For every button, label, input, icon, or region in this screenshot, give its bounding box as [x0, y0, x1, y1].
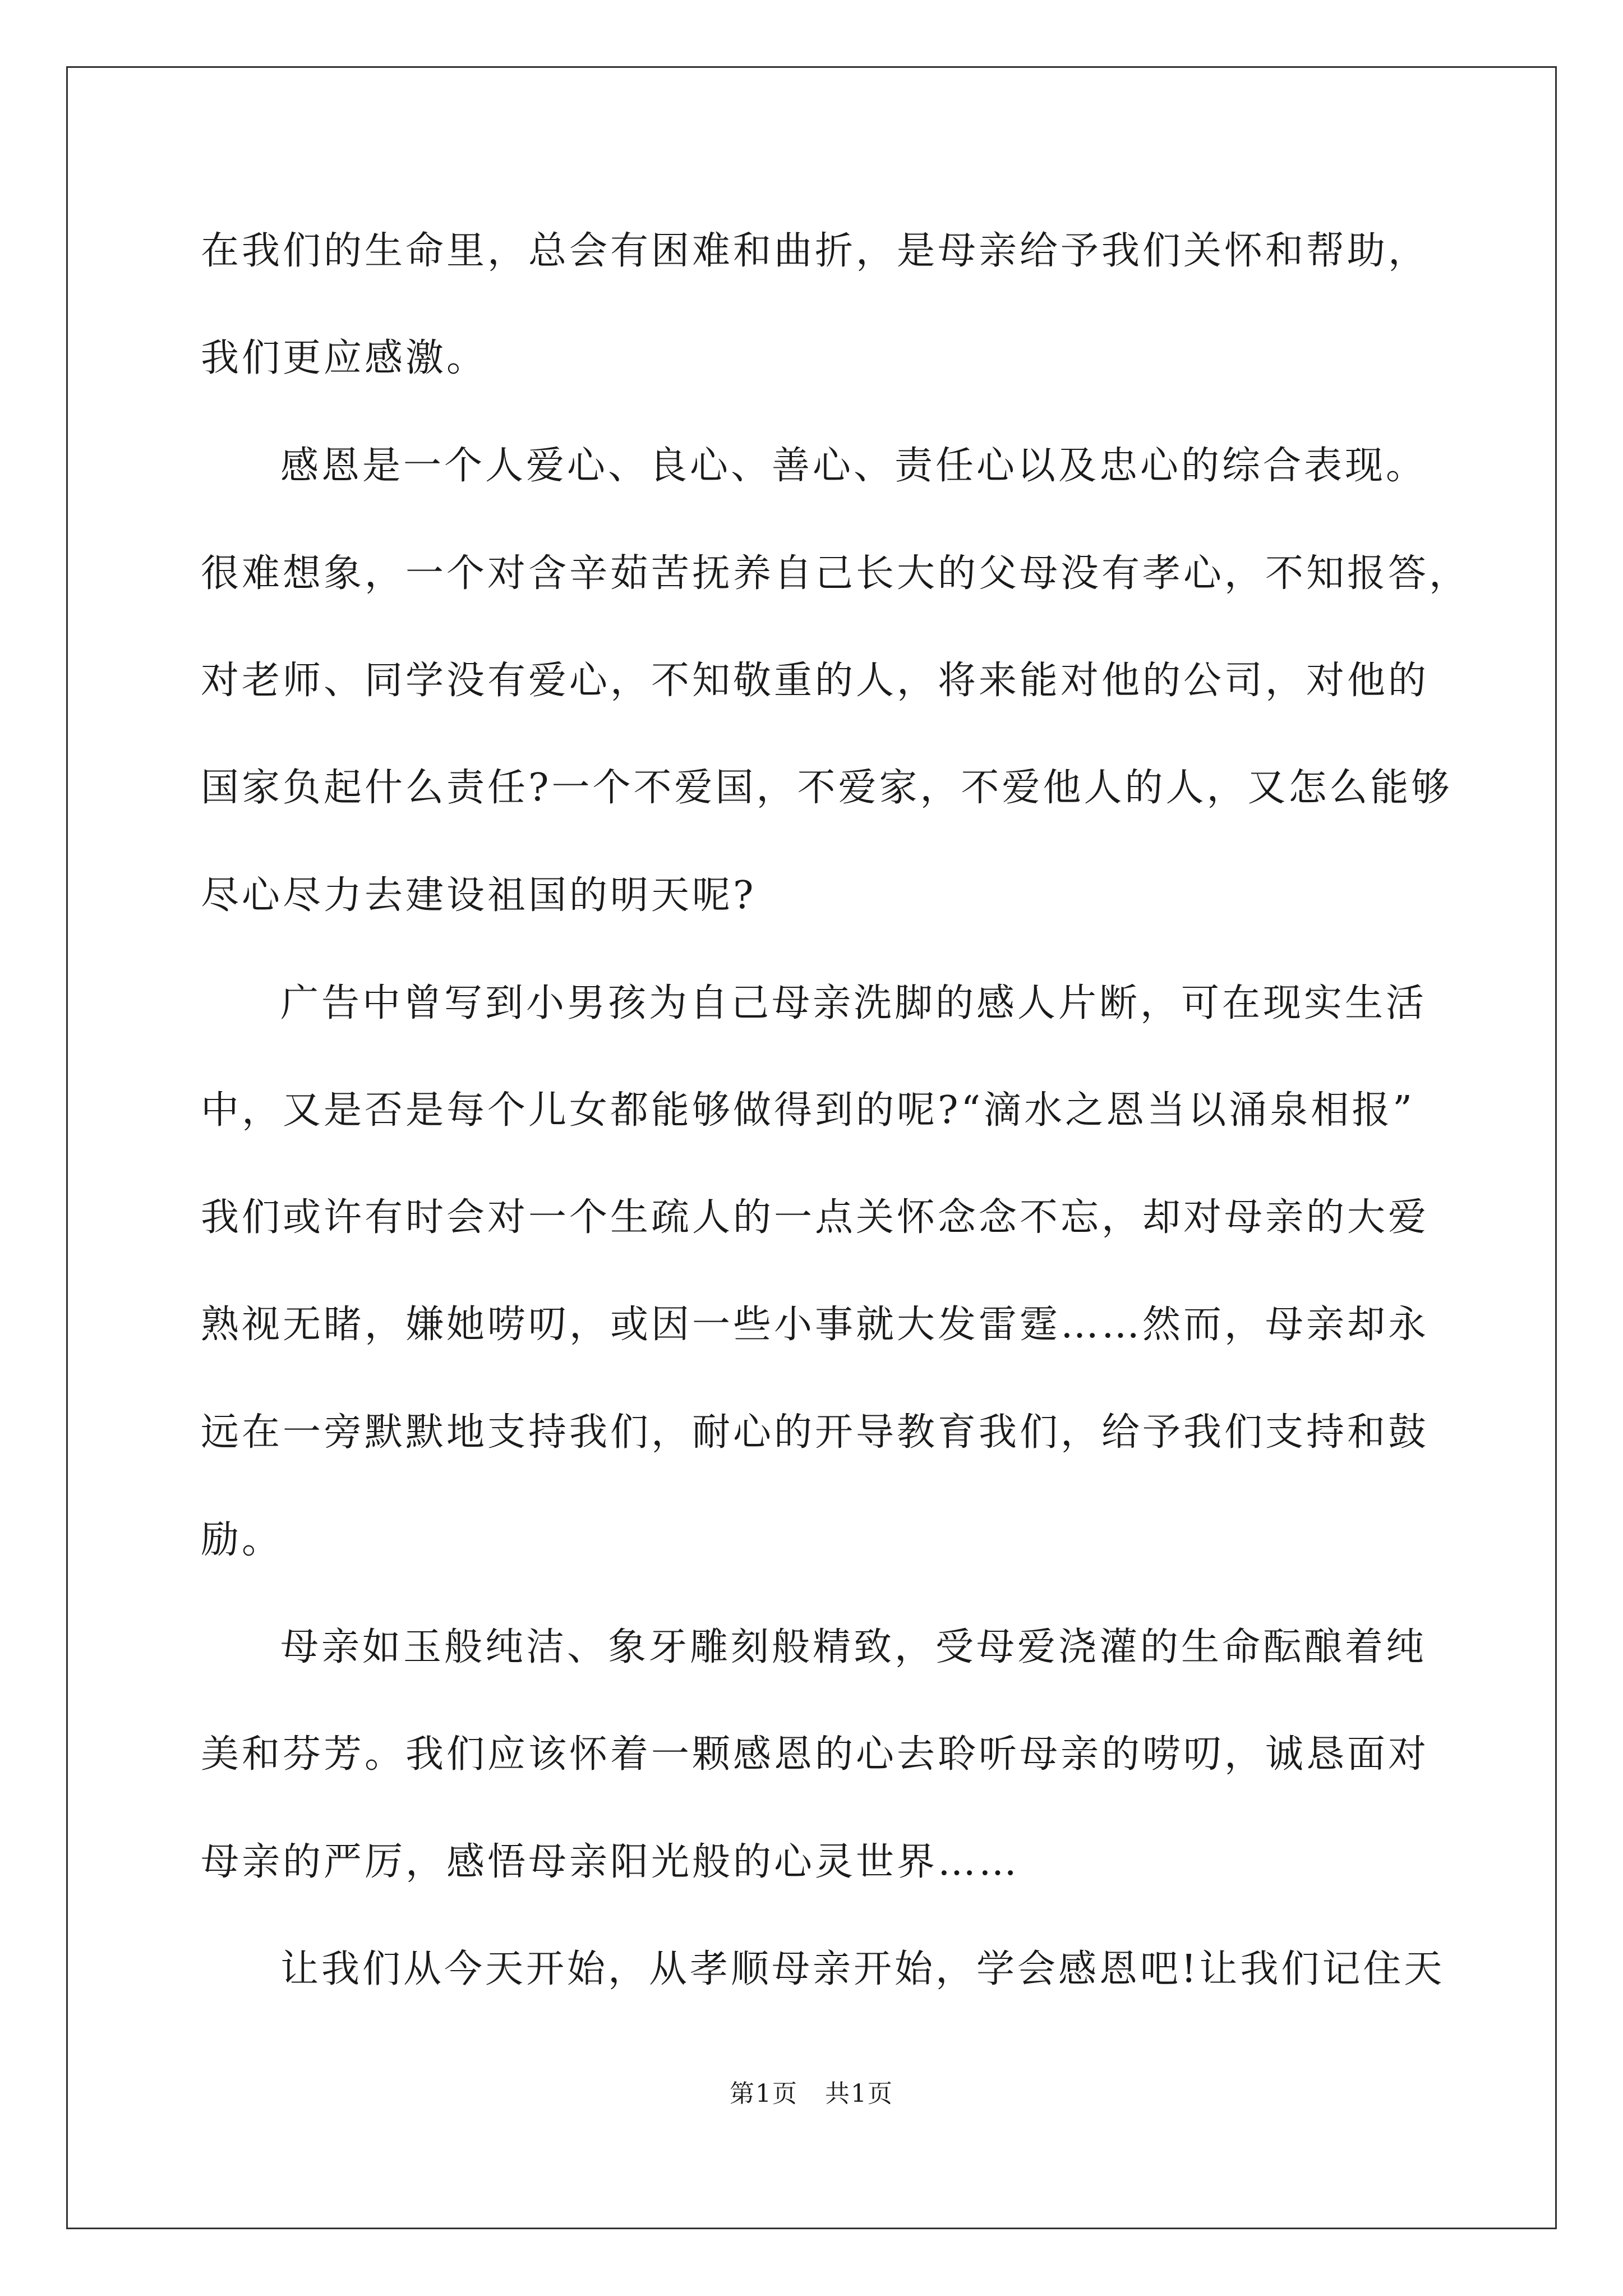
page-footer: 第1页 共1页	[730, 2079, 893, 2108]
text-line: 熟视无睹，嫌她唠叨，或因一些小事就大发雷霆……然而，母亲却永	[201, 1303, 1430, 1347]
paragraph-first-line: 让我们从今天开始，从孝顺母亲开始，学会感恩吧!让我们记住天	[280, 1947, 1445, 1991]
text-line: 远在一旁默默地支持我们，耐心的开导教育我们，给予我们支持和鼓	[201, 1410, 1430, 1455]
text-line: 母亲的严厉，感悟母亲阳光般的心灵世界……	[201, 1840, 1020, 1884]
text-line: 很难想象，一个对含辛茹苦抚养自己长大的父母没有孝心，不知报答，	[201, 551, 1470, 596]
text-line: 尽心尽力去建设祖国的明天呢?	[201, 873, 757, 918]
paragraph-first-line: 母亲如玉般纯洁、象牙雕刻般精致，受母爱浇灌的生命酝酿着纯	[280, 1625, 1427, 1669]
text-line: 美和芬芳。我们应该怀着一颗感恩的心去聆听母亲的唠叨，诚恳面对	[201, 1732, 1430, 1777]
page-frame	[66, 66, 1557, 2229]
paragraph-first-line: 感恩是一个人爱心、良心、善心、责任心以及忠心的综合表现。	[280, 444, 1427, 488]
text-line: 对老师、同学没有爱心，不知敬重的人，将来能对他的公司，对他的	[201, 659, 1430, 703]
text-line: 中，又是否是每个儿女都能够做得到的呢?“滴水之恩当以涌泉相报”	[201, 1088, 1415, 1133]
text-line: 在我们的生命里，总会有困难和曲折，是母亲给予我们关怀和帮助，	[201, 229, 1430, 273]
text-line: 我们更应感激。	[201, 336, 488, 380]
text-line: 励。	[201, 1518, 283, 1562]
paragraph-first-line: 广告中曾写到小男孩为自己母亲洗脚的感人片断，可在现实生活	[280, 981, 1427, 1025]
text-line: 我们或许有时会对一个生疏人的一点关怀念念不忘，却对母亲的大爱	[201, 1195, 1430, 1240]
text-line: 国家负起什么责任?一个不爱国，不爱家，不爱他人的人，又怎么能够	[201, 766, 1453, 810]
